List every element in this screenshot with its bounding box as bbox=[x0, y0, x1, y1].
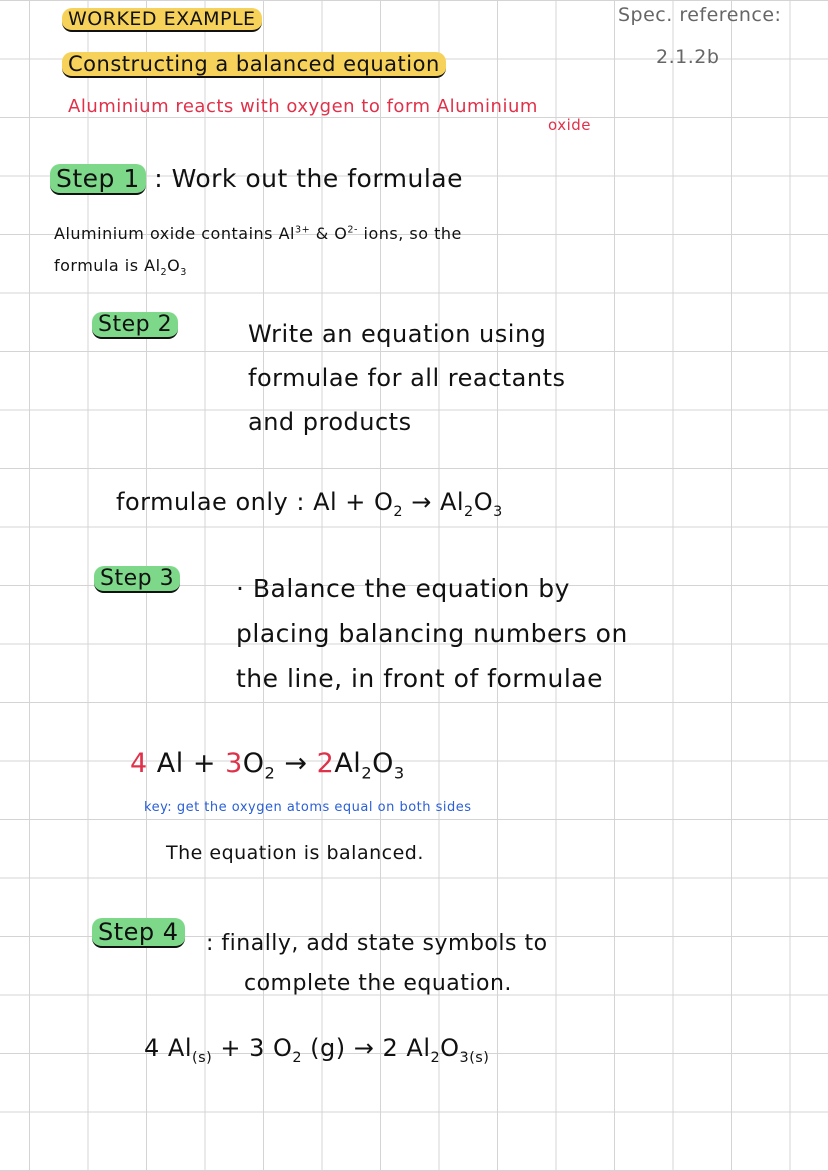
step2-label-wrap bbox=[92, 312, 178, 337]
title-text: WORKED EXAMPLE bbox=[62, 8, 262, 32]
sub: 3 bbox=[393, 763, 405, 783]
spec-code: 2.1.2b bbox=[656, 46, 720, 68]
arrow: → bbox=[411, 488, 432, 516]
step1 bbox=[50, 164, 463, 193]
step4-label-wrap bbox=[92, 918, 185, 946]
step1-text1 bbox=[54, 224, 462, 243]
step2-text bbox=[248, 312, 566, 444]
t: 2 Al bbox=[382, 1034, 431, 1062]
t: O bbox=[167, 256, 181, 275]
coef: 4 bbox=[130, 748, 148, 779]
sub: 2 bbox=[160, 267, 168, 279]
t: Al bbox=[439, 488, 465, 516]
t: + 3 O bbox=[212, 1034, 293, 1062]
subtitle bbox=[62, 52, 446, 76]
arrow: → bbox=[284, 748, 308, 779]
sub: 2 bbox=[430, 1049, 441, 1066]
sup: 3+ bbox=[294, 224, 311, 236]
final-equation bbox=[144, 1034, 489, 1066]
sub: 2 bbox=[464, 503, 474, 520]
t: 4 Al bbox=[144, 1034, 192, 1062]
subtitle-text: Constructing a balanced equation bbox=[62, 52, 446, 78]
key-note: key: get the oxygen atoms equal on both sides bbox=[144, 800, 472, 815]
step3-line3: the line, in front of formulae bbox=[236, 664, 603, 693]
t: Al bbox=[334, 748, 362, 779]
balanced-note: The equation is balanced. bbox=[166, 842, 424, 864]
t: Al + bbox=[156, 748, 216, 779]
intro-line1: Aluminium reacts with oxygen to form Aluminium bbox=[68, 96, 538, 117]
sub: 2 bbox=[292, 1049, 303, 1066]
step3-label: Step 3 bbox=[94, 566, 180, 593]
t: O bbox=[473, 488, 494, 516]
step4-line2: complete the equation. bbox=[244, 971, 512, 996]
state: (s) bbox=[469, 1049, 490, 1066]
step3-line2: placing balancing numbers on bbox=[236, 619, 628, 648]
coef: 2 bbox=[316, 748, 335, 779]
step4-text bbox=[206, 924, 548, 1004]
intro-line2: oxide bbox=[548, 116, 592, 134]
step3-label-wrap bbox=[94, 566, 180, 591]
step4-label: Step 4 bbox=[92, 918, 185, 948]
t: ions, so the bbox=[357, 224, 462, 243]
step1-label: Step 1 bbox=[50, 164, 146, 195]
sub: 2 bbox=[361, 763, 373, 783]
sub: 3 bbox=[180, 267, 187, 279]
step2-line2: formulae for all reactants bbox=[248, 364, 566, 392]
t: Al + O bbox=[313, 488, 394, 516]
arrow: → bbox=[345, 1034, 383, 1062]
sub: 3 bbox=[493, 503, 503, 520]
step3-line1: · Balance the equation by bbox=[236, 574, 570, 603]
state: (g) bbox=[302, 1034, 346, 1062]
coef: 3 bbox=[225, 748, 243, 779]
step2-line1: Write an equation using bbox=[248, 320, 547, 348]
t: O bbox=[242, 748, 265, 779]
sub: 3 bbox=[459, 1049, 470, 1066]
step3-text bbox=[236, 566, 628, 701]
sub: 2 bbox=[393, 503, 404, 520]
step2-label: Step 2 bbox=[92, 312, 178, 339]
t: O bbox=[440, 1034, 460, 1062]
t: formula is Al bbox=[54, 256, 161, 275]
state: (s) bbox=[191, 1049, 213, 1066]
title bbox=[62, 8, 262, 30]
step1-text2 bbox=[54, 256, 187, 278]
formulae-only bbox=[116, 488, 503, 520]
t: Aluminium oxide contains Al bbox=[54, 224, 295, 243]
t: O bbox=[372, 748, 394, 779]
t: & O bbox=[310, 224, 348, 243]
label: formulae only : bbox=[116, 488, 305, 516]
step4-line1: : finally, add state symbols to bbox=[206, 931, 548, 956]
sup: 2- bbox=[347, 224, 358, 236]
step1-heading: : Work out the formulae bbox=[154, 164, 463, 193]
spec-label: Spec. reference: bbox=[618, 4, 782, 26]
sub: 2 bbox=[264, 763, 276, 783]
balanced-equation bbox=[130, 748, 405, 782]
step2-line3: and products bbox=[248, 408, 412, 436]
